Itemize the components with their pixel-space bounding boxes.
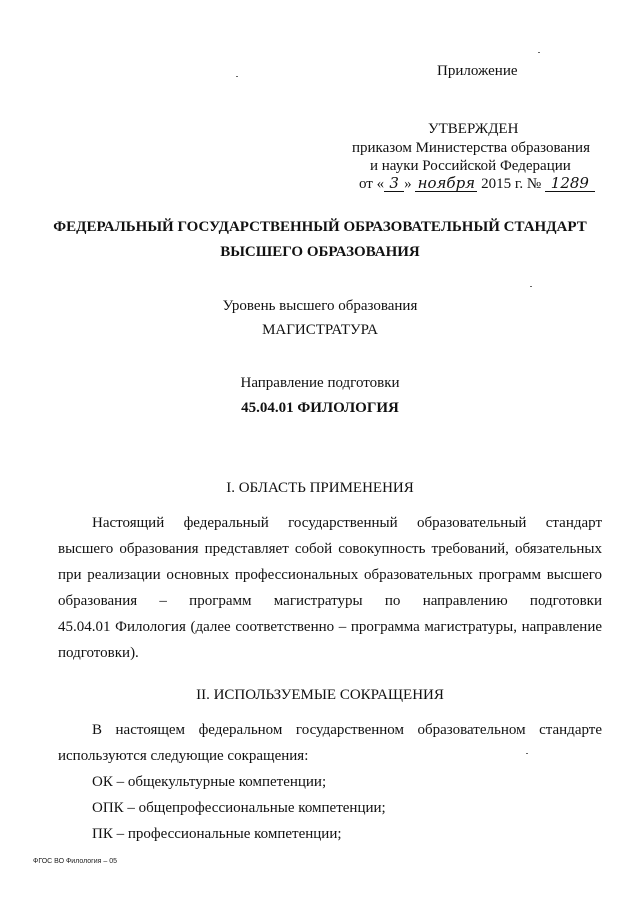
list-item: ОК – общекультурные компетенции;	[92, 774, 327, 790]
section-1-line: 45.04.01 Филология (далее соответственно – программа магистратуры, направление	[58, 619, 602, 635]
order-line-2: и науки Российской Федерации	[370, 158, 571, 174]
section-1-line: Настоящий федеральный государственный образовательный стандарт	[92, 515, 602, 531]
date-day-handwritten: 3	[384, 175, 404, 192]
date-prefix: от «	[359, 176, 385, 192]
list-item: ПК – профессиональные компетенции;	[92, 826, 342, 842]
order-line-1: приказом Министерства образования	[352, 140, 590, 156]
section-1-paragraph	[58, 510, 602, 666]
scan-speck	[530, 286, 532, 287]
scan-speck	[538, 52, 540, 53]
list-item: ОПК – общепрофессиональные компетенции;	[92, 800, 386, 816]
section-1-line: высшего образования представляет собой совокупность требований, обязательных	[58, 541, 602, 557]
appendix-label: Приложение	[437, 63, 518, 79]
section-2-heading: II. ИСПОЛЬЗУЕМЫЕ СОКРАЩЕНИЯ	[196, 687, 444, 703]
section-1-line: образования – программ магистратуры по направлению подготовки	[58, 593, 602, 609]
scan-speck	[526, 753, 528, 754]
date-mid: »	[404, 176, 412, 192]
date-year: 2015 г. №	[481, 176, 542, 192]
section-2-intro-line: используются следующие сокращения:	[58, 748, 309, 764]
approved-label: УТВЕРЖДЕН	[428, 121, 519, 137]
section-1-heading: I. ОБЛАСТЬ ПРИМЕНЕНИЯ	[226, 480, 414, 496]
education-level-value: МАГИСТРАТУРА	[262, 322, 378, 338]
order-date-line	[359, 175, 595, 193]
document-title-line-1: ФЕДЕРАЛЬНЫЙ ГОСУДАРСТВЕННЫЙ ОБРАЗОВАТЕЛЬНЫЙ СТАНДАРТ	[53, 219, 587, 235]
date-month-handwritten: ноября	[415, 175, 477, 192]
section-2-intro	[58, 717, 602, 769]
section-1-line: подготовки).	[58, 645, 139, 661]
order-number-handwritten: 1289	[545, 175, 595, 192]
section-1-line: при реализации основных профессиональных образовательных программ высшего	[58, 567, 602, 583]
training-direction-value: 45.04.01 ФИЛОЛОГИЯ	[241, 400, 399, 416]
abbreviations-list	[92, 769, 386, 847]
education-level-label: Уровень высшего образования	[222, 298, 418, 314]
page-footer: ФГОС ВО Филология – 05	[33, 858, 118, 865]
scan-speck	[236, 76, 238, 77]
training-direction-label: Направление подготовки	[240, 375, 400, 391]
section-2-intro-line: В настоящем федеральном государственном образовательном стандарте	[92, 722, 602, 738]
document-title-line-2: ВЫСШЕГО ОБРАЗОВАНИЯ	[220, 244, 420, 260]
